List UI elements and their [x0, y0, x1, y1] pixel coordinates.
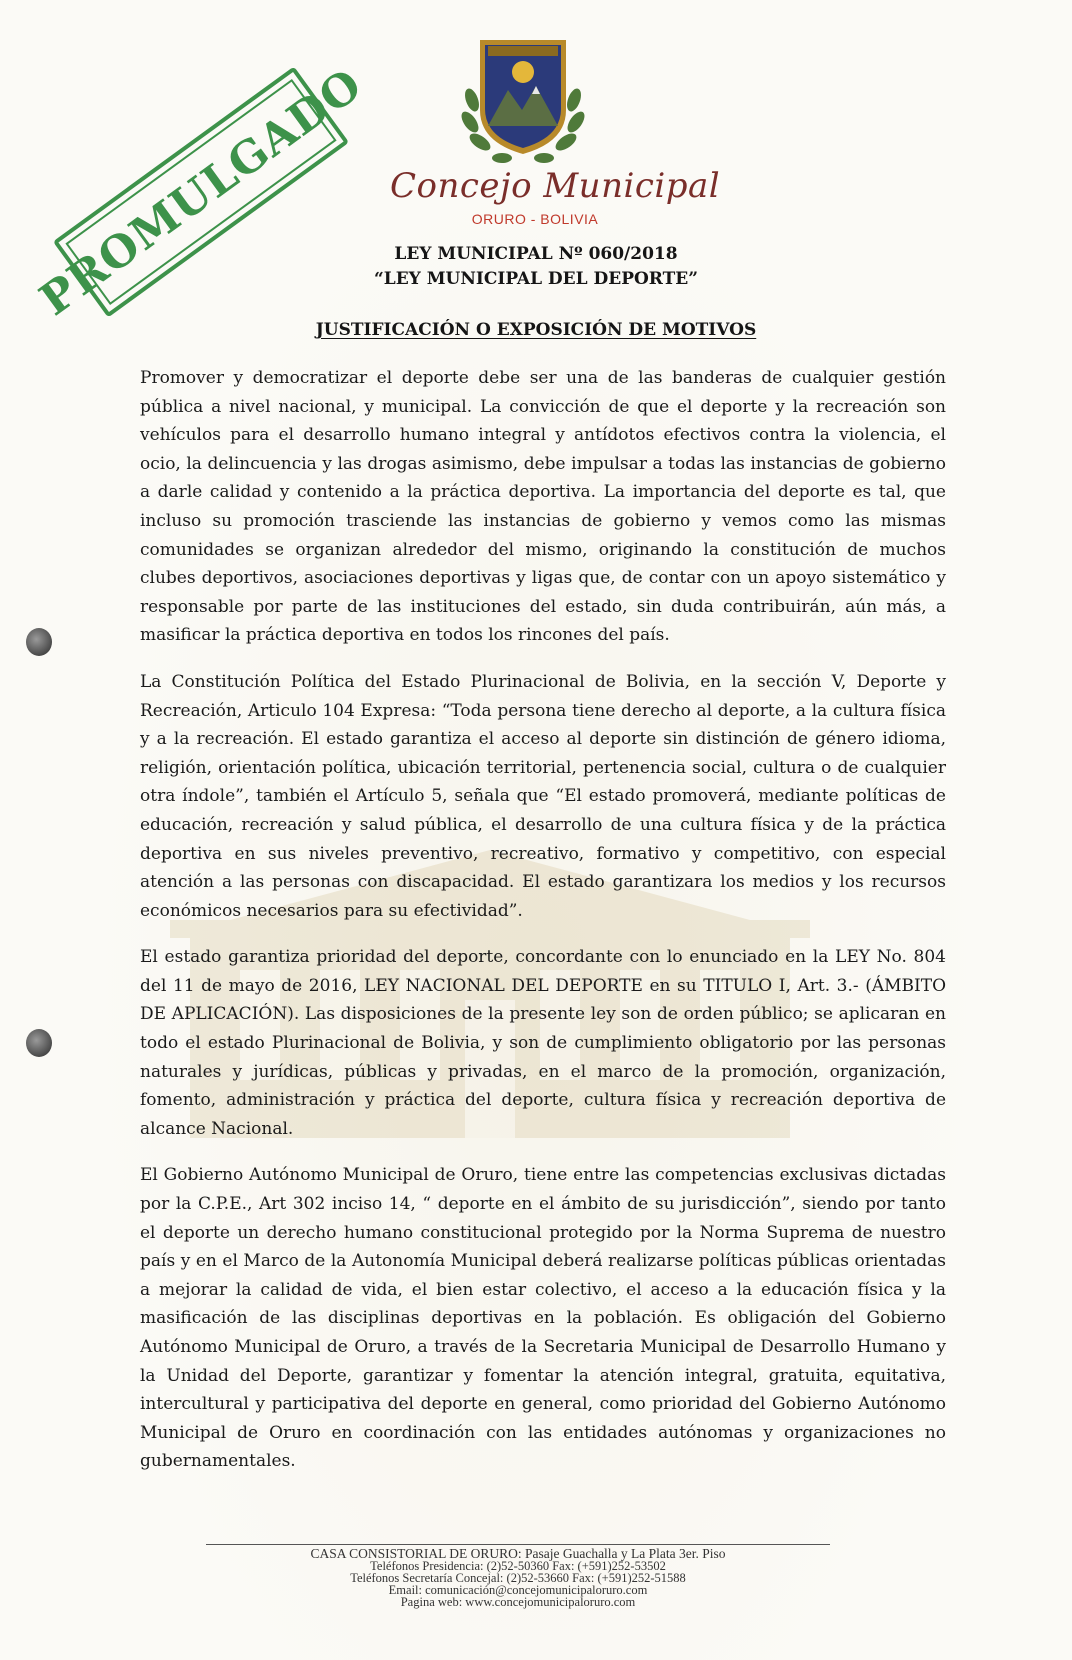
stamp-text: PROMULGADO — [30, 58, 372, 326]
footer-address: CASA CONSISTORIAL DE ORURO: Pasaje Guachalla y La Plata 3er. Piso — [310, 1546, 726, 1561]
punch-hole — [26, 1029, 52, 1057]
footer-email: Email: comunicación@concejomunicipaloruro.com — [388, 1583, 648, 1597]
council-name: Concejo Municipal — [390, 166, 721, 206]
law-number: LEY MUNICIPAL Nº 060/2018 — [394, 244, 678, 264]
footer-website: Pagina web: www.concejomunicipaloruro.com — [400, 1595, 636, 1609]
body-paragraph: El estado garantiza prioridad del deporte, concordante con lo enunciado en la LEY No. 804 del 11 de mayo de 2016, LEY NACIONAL DEL DEPORTE en su TITULO I, Art. 3.- (ÁMBITO DE APLICACIÓN). Las disposiciones de la presente ley son de orden público; se aplicaran en todo el estado Plurinacional de Bolivia, y son de cumplimiento obligatorio por las personas naturales y jurídicas, públicas y privadas, en el marco de la promoción, organización, fomento, administración y práctica del deporte, cultura física y recreación deportiva de alcance Nacional. — [140, 947, 946, 1139]
footer — [180, 1548, 856, 1608]
municipal-crest-icon — [458, 30, 588, 170]
council-location: ORURO - BOLIVIA — [471, 211, 599, 227]
body-paragraph: Promover y democratizar el deporte debe ser una de las banderas de cualquier gestión pública a nivel nacional, y municipal. La convicción de que el deporte y la recreación son vehículos para el desarrollo humano integral y antídotos efectivos contra la violencia, el ocio, la delincuencia y las drogas asimismo, debe impulsar a todas las instancias de gobierno a darle calidad y contenido a la práctica deportiva. La importancia del deporte es tal, que incluso su promoción trasciende las instancias de gobierno y vemos como las mismas comunidades se organizan alrededor del mismo, originando la constitución de muchos clubes deportivos, asociaciones deportivas y ligas que, de contar con un apoyo sistemático y responsable por parte de las instituciones del estado, sin duda contribuirán, aún más, a masificar la práctica deportiva en todos los rincones del país. — [140, 368, 946, 646]
section-heading: JUSTIFICACIÓN O EXPOSICIÓN DE MOTIVOS — [315, 320, 757, 340]
body-paragraph: La Constitución Política del Estado Plurinacional de Bolivia, en la sección V, Deporte y Recreación, Articulo 104 Expresa: “Toda persona tiene derecho al deporte, a la cultura física y a la recreación. El estado garantiza el acceso al deporte sin distinción de género idioma, religión, orientación política, ubicación territorial, pertenencia social, cultura o de cualquier otra índole”, también el Artículo 5, señala que “El estado promoverá, mediante políticas de educación, recreación y salud pública, el desarrollo de una cultura física y de la práctica deportiva en sus niveles preventivo, recreativo, formativo y competitivo, con especial atención a las personas con discapacidad. El estado garantizara los medios y los recursos económicos necesarios para su efectividad”. — [140, 671, 946, 921]
footer-phone-secretary: Teléfonos Secretaría Concejal: (2)52-53660 Fax: (+591)252-51588 — [350, 1571, 686, 1585]
law-title: “LEY MUNICIPAL DEL DEPORTE” — [373, 269, 699, 289]
body-paragraph: El Gobierno Autónomo Municipal de Oruro, tiene entre las competencias exclusivas dictadas por la C.P.E., Art 302 inciso 14, “ deporte en el ámbito de su jurisdicción”, siendo por tanto el deporte un derecho humano constitucional protegido por la Norma Suprema de nuestro país y en el Marco de la Autonomía Municipal deberá realizarse políticas públicas orientadas a mejorar la calidad de vida, el bien estar colectivo, el acceso a la educación física y la masificación de las disciplinas deportivas en la población. Es obligación del Gobierno Autónomo Municipal de Oruro, a través de la Secretaria Municipal de Desarrollo Humano y la Unidad del Deporte, garantizar y fomentar la atención integral, gratuita, equitativa, intercultural y participativa del deporte en general, como prioridad del Gobierno Autónomo Municipal de Oruro en coordinación con las entidades autónomas y organizaciones no gubernamentales. — [140, 1165, 946, 1472]
body-text — [140, 364, 946, 1494]
footer-phone-presidency: Teléfonos Presidencia: (2)52-50360 Fax: (+591)252-53502 — [370, 1559, 666, 1573]
footer-divider — [206, 1544, 830, 1545]
punch-hole — [26, 628, 52, 656]
